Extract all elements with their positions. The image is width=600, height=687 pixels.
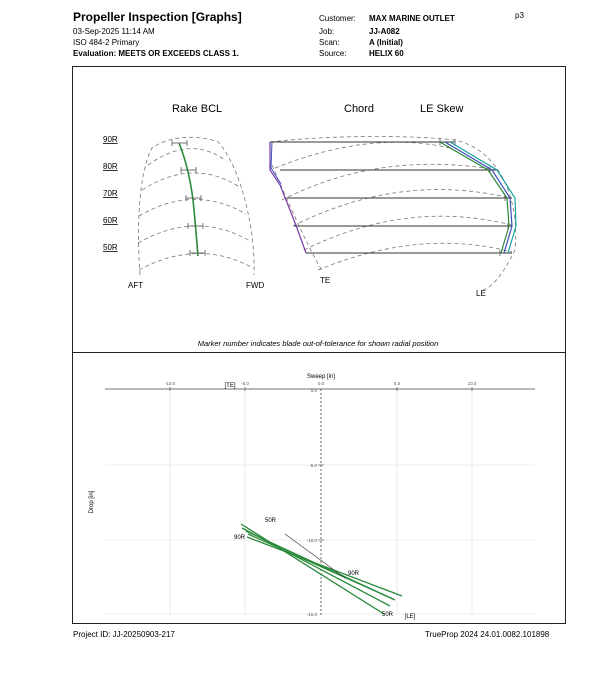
line-label-90r-te: 90R [234, 535, 246, 541]
te-profile-blue [271, 142, 281, 184]
evaluation-label: Evaluation: [73, 49, 117, 58]
page-number: p3 [515, 11, 524, 20]
scan-value: A (Initial) [369, 38, 403, 47]
rake-tolerance-markers [172, 140, 205, 256]
radial-label-70r: 70R [103, 189, 118, 198]
le-label: LE [476, 289, 486, 298]
radial-label-80r: 80R [103, 162, 118, 171]
x-tick-minus5: -5.0 [241, 381, 249, 386]
radial-label-60r: 60R [103, 216, 118, 225]
line-label-50r-le: 50R [382, 612, 394, 618]
customer-label: Customer: [319, 14, 356, 23]
chord-arc-70r [293, 190, 510, 226]
evaluation-value: MEETS OR EXCEEDS CLASS 1. [118, 49, 239, 58]
tolerance-note: Marker number indicates blade out-of-tolerance for shown radial position [197, 339, 439, 348]
sweep-axis-title: Sweep [in] [306, 374, 336, 380]
sweep-grid [105, 389, 535, 614]
source-label: Source: [319, 49, 347, 58]
line-label-50r-te: 50R [265, 518, 277, 524]
sweep-line-90r [247, 537, 402, 596]
customer-value: MAX MARINE OUTLET [369, 14, 455, 23]
job-label: Job: [319, 27, 335, 36]
chord-title: Chord [344, 103, 374, 115]
drop-axis-title: Drop [in] [89, 490, 95, 514]
radial-label-group [103, 135, 118, 252]
aft-label: AFT [128, 281, 144, 290]
radial-label-90r: 90R [103, 135, 118, 144]
y-tick-0: 0.0 [310, 388, 317, 393]
te-label: TE [320, 276, 331, 285]
y-tick-minus5: -5.0 [309, 463, 317, 468]
y-tick-minus10: -10.0 [306, 538, 317, 543]
chord-lines [270, 142, 512, 253]
software-version: TrueProp 2024 24.01.0082.101898 [425, 630, 550, 639]
report-title: Propeller Inspection [Graphs] [73, 10, 242, 24]
job-value: JJ-A082 [369, 27, 400, 36]
rake-arc-50r [139, 253, 253, 270]
report-standard: ISO 484-2 Primary [73, 38, 140, 47]
le-tag: [LE] [404, 614, 416, 620]
skew-title: LE Skew [420, 103, 464, 115]
project-id: Project ID: JJ-20250903-217 [73, 630, 175, 639]
scan-label: Scan: [319, 38, 340, 47]
chord-arc-60r [304, 216, 515, 250]
x-tick-minus10: -10.0 [164, 381, 176, 386]
y-tick-minus15: -15.0 [306, 612, 317, 617]
rake-title: Rake BCL [172, 103, 223, 115]
line-label-90r-le: 90R [348, 571, 360, 577]
chord-arc-50r [318, 243, 512, 270]
sweep-lines [241, 524, 402, 614]
sweep-line-80r [248, 534, 393, 599]
rake-outer-outline [139, 137, 255, 275]
radial-label-50r: 50R [103, 243, 118, 252]
fwd-label: FWD [246, 281, 265, 290]
x-tick-0: 0.0 [317, 381, 325, 386]
sweep-drop-chart [0, 352, 600, 627]
te-tag: [TE] [224, 383, 236, 389]
rake-blade-outline [138, 137, 254, 275]
x-tick-10: 10.0 [467, 381, 477, 386]
source-value: HELIX 60 [369, 49, 404, 58]
x-tick-5: 5.0 [393, 381, 401, 386]
report-date: 03-Sep-2025 11:14 AM [73, 27, 155, 36]
rake-arc-60r [138, 226, 250, 243]
